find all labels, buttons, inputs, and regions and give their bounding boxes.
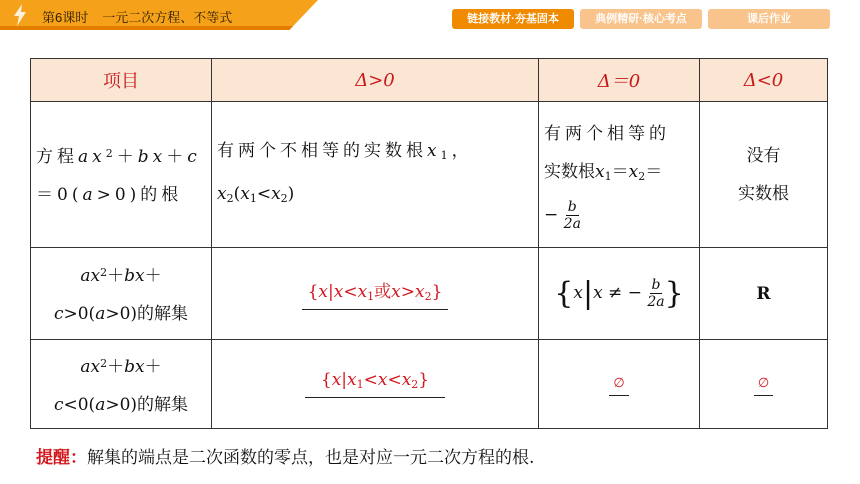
header-delta-lt0: Δ<0 — [700, 59, 828, 102]
empty-set-symbol: ∅ — [757, 376, 770, 391]
label-solution-gt: $ax^2+bx+$ c>0(a>0)的解集 — [31, 248, 212, 340]
nav-tab-examples[interactable]: 典例精研·核心考点 — [580, 9, 702, 29]
empty-set-symbol: ∅ — [613, 376, 625, 391]
cell-roots-delta-lt0: 没有 实数根 — [700, 102, 828, 248]
lesson-topic: 一元二次方程、不等式 — [102, 10, 233, 25]
table-row-solution-lt — [31, 340, 828, 429]
cell-roots-delta-eq0: 有两个相等的 实数根$x_1=x_2=$ − $\frac{b}{2a}$ — [539, 102, 700, 248]
lesson-number: 第6课时 — [42, 10, 89, 25]
header-delta-gt0: Δ>0 — [212, 59, 539, 102]
nav-tab-textbook[interactable]: 链接教材·夯基固本 — [452, 9, 574, 29]
nav-tab-homework[interactable]: 课后作业 — [708, 9, 830, 29]
cell-roots-delta-gt0: 有两个不相等的实数根$x_1$， $x_2(x_1<x_2)$ — [212, 102, 539, 248]
answer-real-numbers: R — [756, 283, 771, 304]
cell-solution-lt-delta-lt0 — [700, 340, 828, 429]
label-equation-roots: 方程$ax^2+bx+c$ ＝0(a>0)的根 — [31, 102, 212, 248]
cell-solution-gt-delta-lt0 — [700, 248, 828, 340]
table-row-equation-roots — [31, 102, 828, 248]
table-header-row — [31, 59, 828, 102]
answer-solution-gt-delta-gt0: {$x|x<x_1$或$x>x_2$} — [307, 282, 443, 303]
quadratic-summary-table — [30, 58, 828, 429]
tip-text: 解集的端点是二次函数的零点，也是对应一元二次方程的根. — [87, 448, 535, 468]
lesson-title — [42, 7, 232, 26]
label-solution-lt: $ax^2+bx+$ c<0(a>0)的解集 — [31, 340, 212, 429]
cell-solution-gt-delta-eq0 — [539, 248, 700, 340]
header-delta-eq0: Δ＝0 — [539, 59, 700, 102]
cell-solution-lt-delta-gt0 — [212, 340, 539, 429]
top-bar — [0, 0, 860, 34]
header-item: 项目 — [31, 59, 212, 102]
answer-solution-lt-delta-gt0: $\{x|x_1<x<x_2\}$ — [320, 370, 430, 391]
table-row-solution-gt — [31, 248, 828, 340]
cell-solution-lt-delta-eq0 — [539, 340, 700, 429]
cell-solution-gt-delta-gt0 — [212, 248, 539, 340]
tip-label: 提醒： — [36, 448, 87, 468]
answer-solution-gt-delta-eq0: {x|x ≠ − $\frac{b}{2a}$ } — [554, 276, 684, 311]
tip-note — [36, 443, 534, 468]
lightning-icon — [12, 4, 28, 26]
